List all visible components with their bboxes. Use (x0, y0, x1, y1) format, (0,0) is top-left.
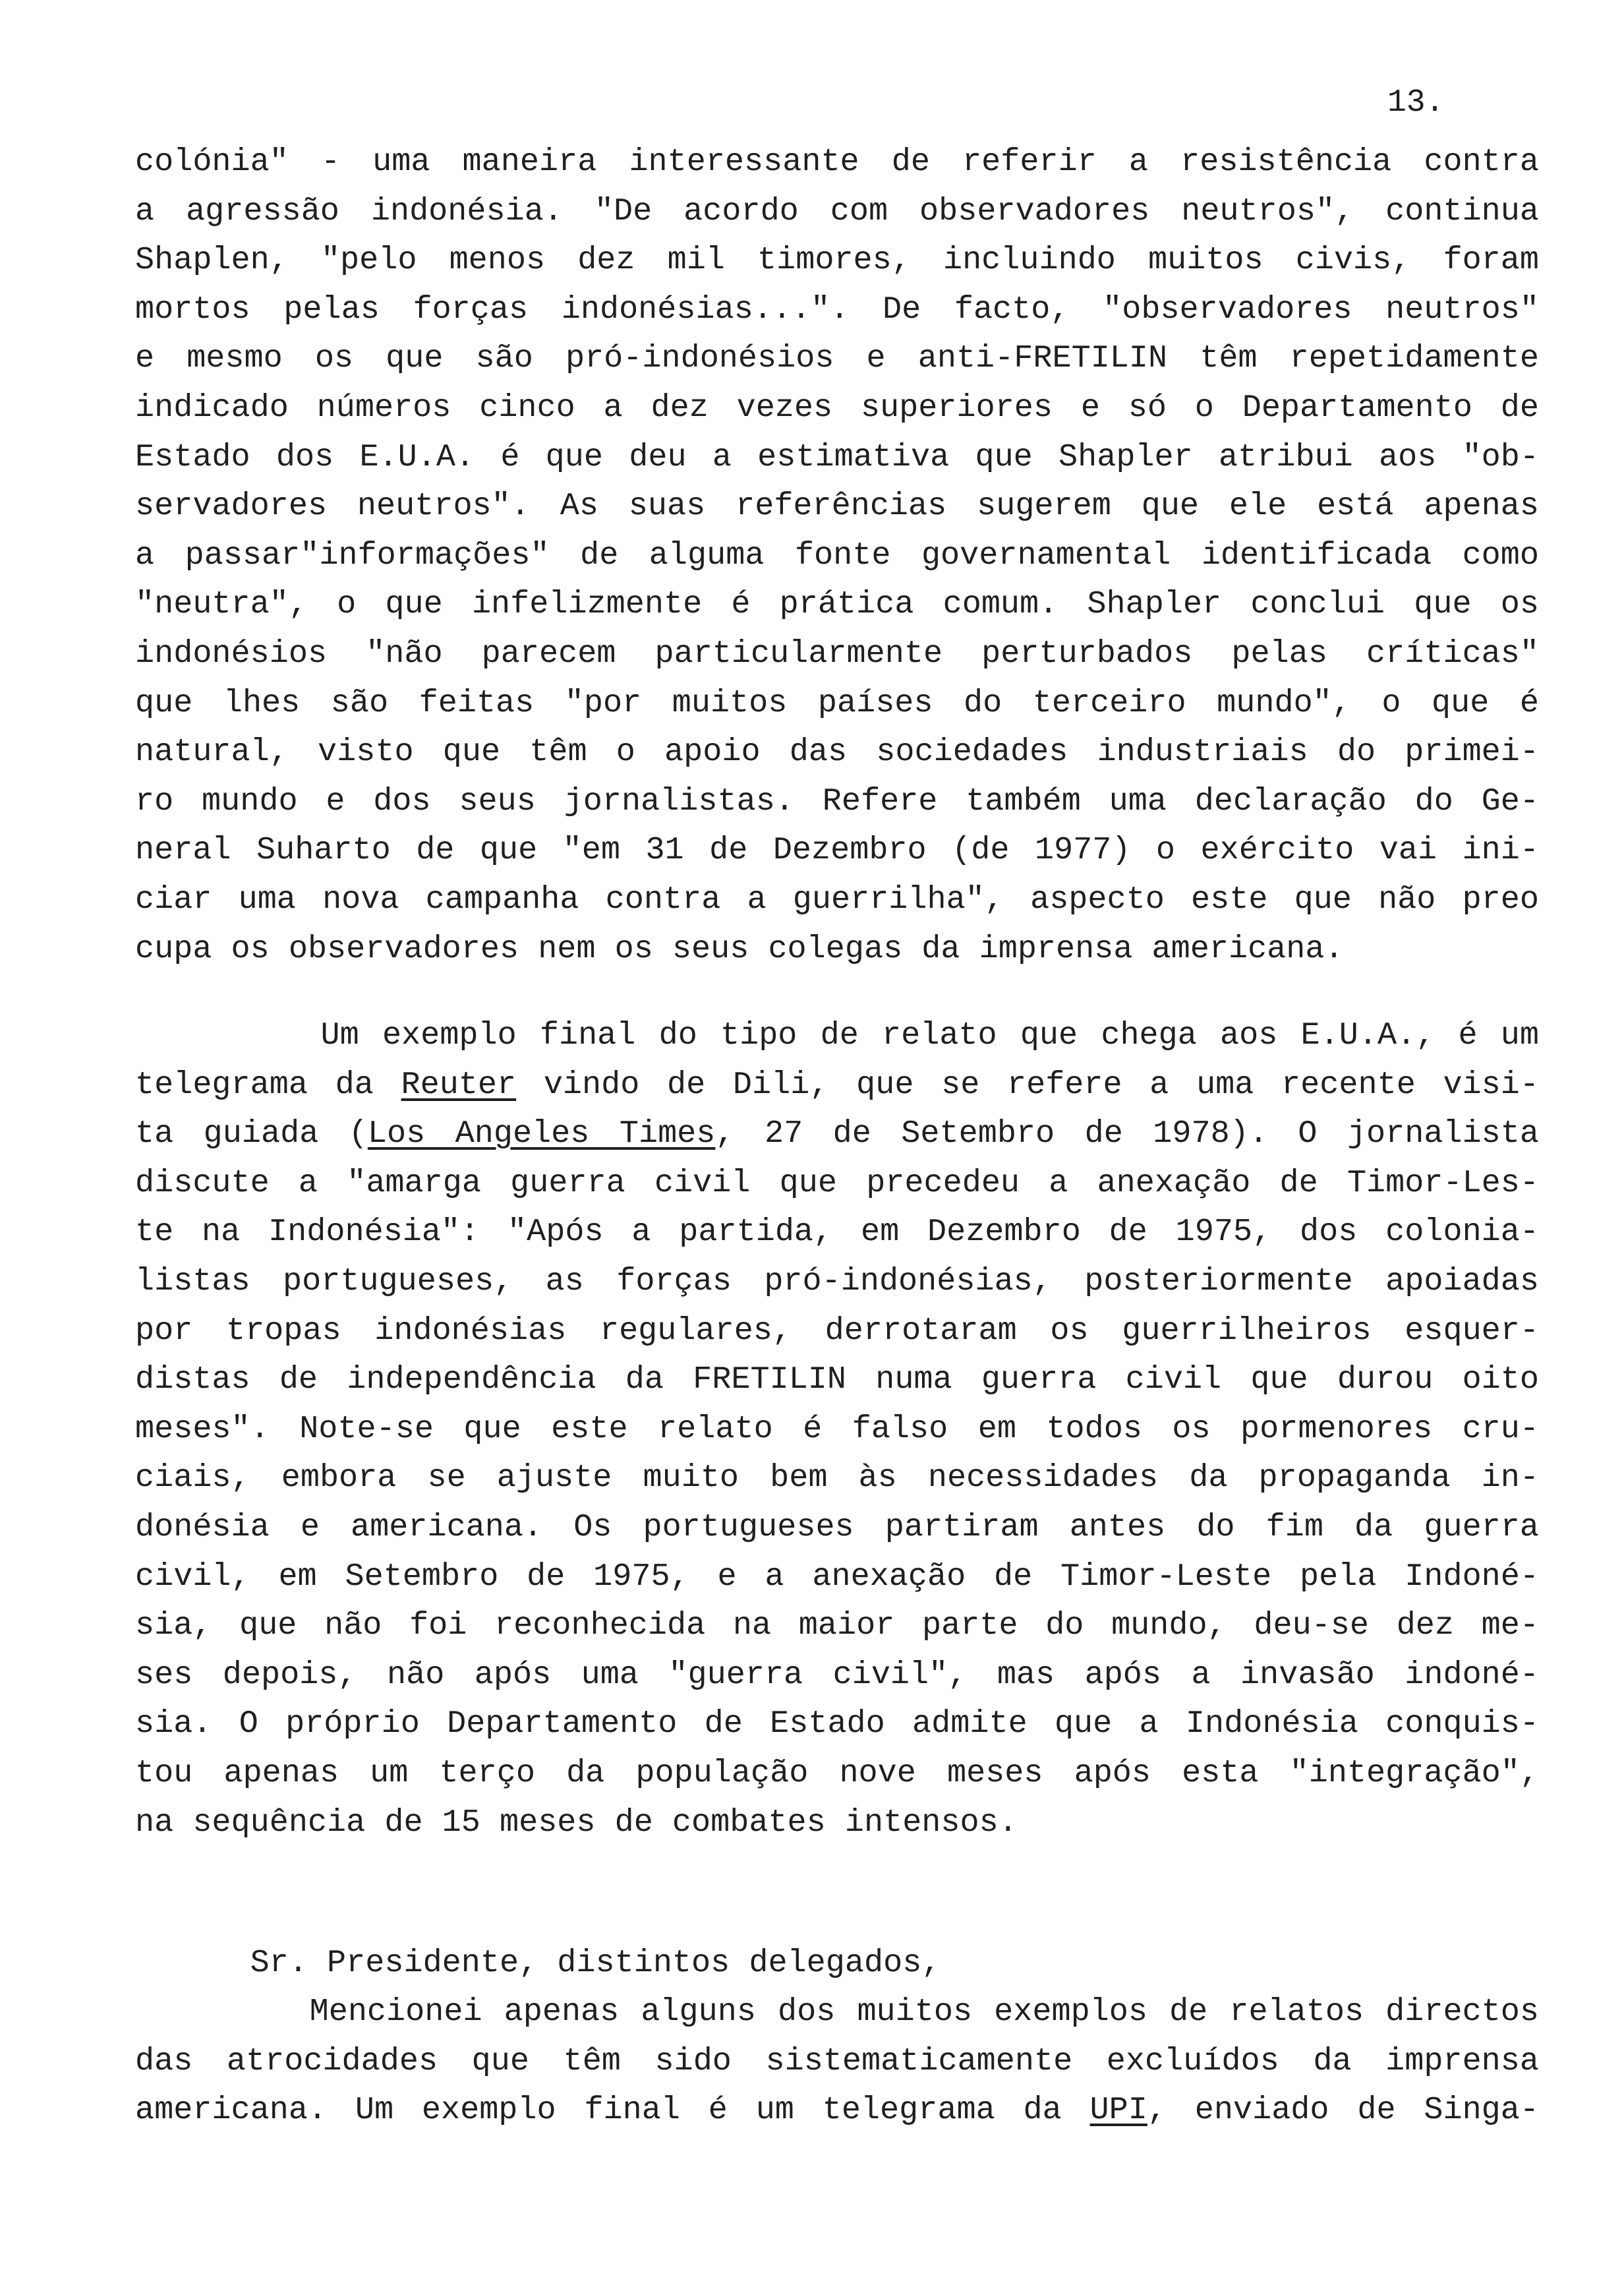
text-line: meses". Note-se que este relato é falso em todos os pormenores cru- (135, 1410, 1539, 1447)
text-line: a passar"informações" de alguma fonte governamental identificada como (135, 537, 1539, 574)
salutation-text: Sr. Presidente, distintos delegados, (135, 1945, 941, 1981)
text-line: distas de independência da FRETILIN numa guerra civil que durou oito (135, 1361, 1539, 1398)
text-line: cupa os observadores nem os seus colegas da imprensa americana. (135, 930, 1344, 967)
text-run: telegrama da (135, 1066, 401, 1103)
source-reference-upi: UPI (1089, 2092, 1147, 2129)
text-run: , 27 de Setembro de 1978). O jornalista (715, 1115, 1540, 1152)
text-line: ses depois, não após uma "guerra civil", mas após a invasão indoné- (135, 1656, 1539, 1693)
text-line: Estado dos E.U.A. é que deu a estimativa que Shapler atribui aos "ob- (135, 438, 1539, 475)
text-line: por tropas indonésias regulares, derrotaram os guerrilheiros esquer- (135, 1312, 1539, 1349)
text-line: neral Suharto de que "em 31 de Dezembro (de 1977) o exército vai ini- (135, 832, 1539, 869)
text-line: a agressão indonésia. "De acordo com observadores neutros", continua (135, 193, 1539, 229)
paragraph-2 (135, 1011, 1539, 1847)
text-line: "neutra", o que infelizmente é prática comum. Shapler conclui que os (135, 586, 1539, 623)
text-line (135, 1061, 1539, 1110)
text-line: colónia" - uma maneira interessante de referir a resistência contra (135, 144, 1539, 180)
text-line: ciar uma nova campanha contra a guerrilha", aspecto este que não preo (135, 881, 1539, 918)
text-line: tou apenas um terço da população nove meses após esta "integração", (135, 1754, 1539, 1791)
text-run: vindo de Dili, que se refere a uma recente visi- (516, 1066, 1539, 1103)
text-line: ciais, embora se ajuste muito bem às necessidades da propaganda in- (135, 1460, 1539, 1497)
text-run: ta guiada ( (135, 1115, 368, 1152)
text-line (135, 2086, 1539, 2135)
text-line: indonésios "não parecem particularmente perturbados pelas críticas" (135, 635, 1539, 672)
paragraph-1 (135, 138, 1539, 974)
text-line: sia. O próprio Departamento de Estado admite que a Indonésia conquis- (135, 1706, 1539, 1742)
text-line: civil, em Setembro de 1975, e a anexação de Timor-Leste pela Indoné- (135, 1558, 1539, 1595)
text-line: servadores neutros". As suas referências sugerem que ele está apenas (135, 488, 1539, 525)
salutation (135, 1939, 1539, 1988)
page-number: 13. (1387, 85, 1445, 121)
source-reference-la-times: Los Angeles Times (367, 1115, 716, 1152)
text-run: , enviado de Singa- (1147, 2092, 1539, 2129)
text-run: americana. Um exemplo final é um telegrama da (135, 2092, 1090, 2129)
text-line: indicado números cinco a dez vezes superiores e só o Departamento de (135, 389, 1539, 426)
text-line: e mesmo os que são pró-indonésios e anti-FRETILIN têm repetidamente (135, 340, 1539, 377)
text-run: Um exemplo final do tipo de relato que chega aos E.U.A., é um (135, 1017, 1539, 1054)
text-line: mortos pelas forças indonésias...". De facto, "observadores neutros" (135, 291, 1539, 328)
text-line: sia, que não foi reconhecida na maior parte do mundo, deu-se dez me- (135, 1607, 1539, 1644)
text-line: Mencionei apenas alguns dos muitos exemplos de relatos directos (135, 1994, 1539, 2030)
text-line: ro mundo e dos seus jornalistas. Refere também uma declaração do Ge- (135, 783, 1539, 819)
text-line: das atrocidades que têm sido sistematicamente excluídos da imprensa (135, 2042, 1539, 2079)
source-reference-reuter: Reuter (401, 1066, 517, 1103)
text-line (135, 1011, 1539, 1061)
text-line: na sequência de 15 meses de combates intensos. (135, 1804, 1018, 1841)
text-line: donésia e americana. Os portugueses partiram antes do fim da guerra (135, 1508, 1539, 1545)
text-line: que lhes são feitas "por muitos países do terceiro mundo", o que é (135, 684, 1539, 721)
text-line (135, 1110, 1539, 1159)
text-line: te na Indonésia": "Após a partida, em Dezembro de 1975, dos colonia- (135, 1214, 1539, 1251)
text-line: discute a "amarga guerra civil que precedeu a anexação de Timor-Les- (135, 1164, 1539, 1201)
paragraph-4 (135, 1988, 1539, 2135)
text-line: Shaplen, "pelo menos dez mil timores, incluindo muitos civis, foram (135, 242, 1539, 279)
text-line: natural, visto que têm o apoio das sociedades industriais do primei- (135, 734, 1539, 771)
text-line: listas portugueses, as forças pró-indonésias, posteriormente apoiadas (135, 1263, 1539, 1299)
